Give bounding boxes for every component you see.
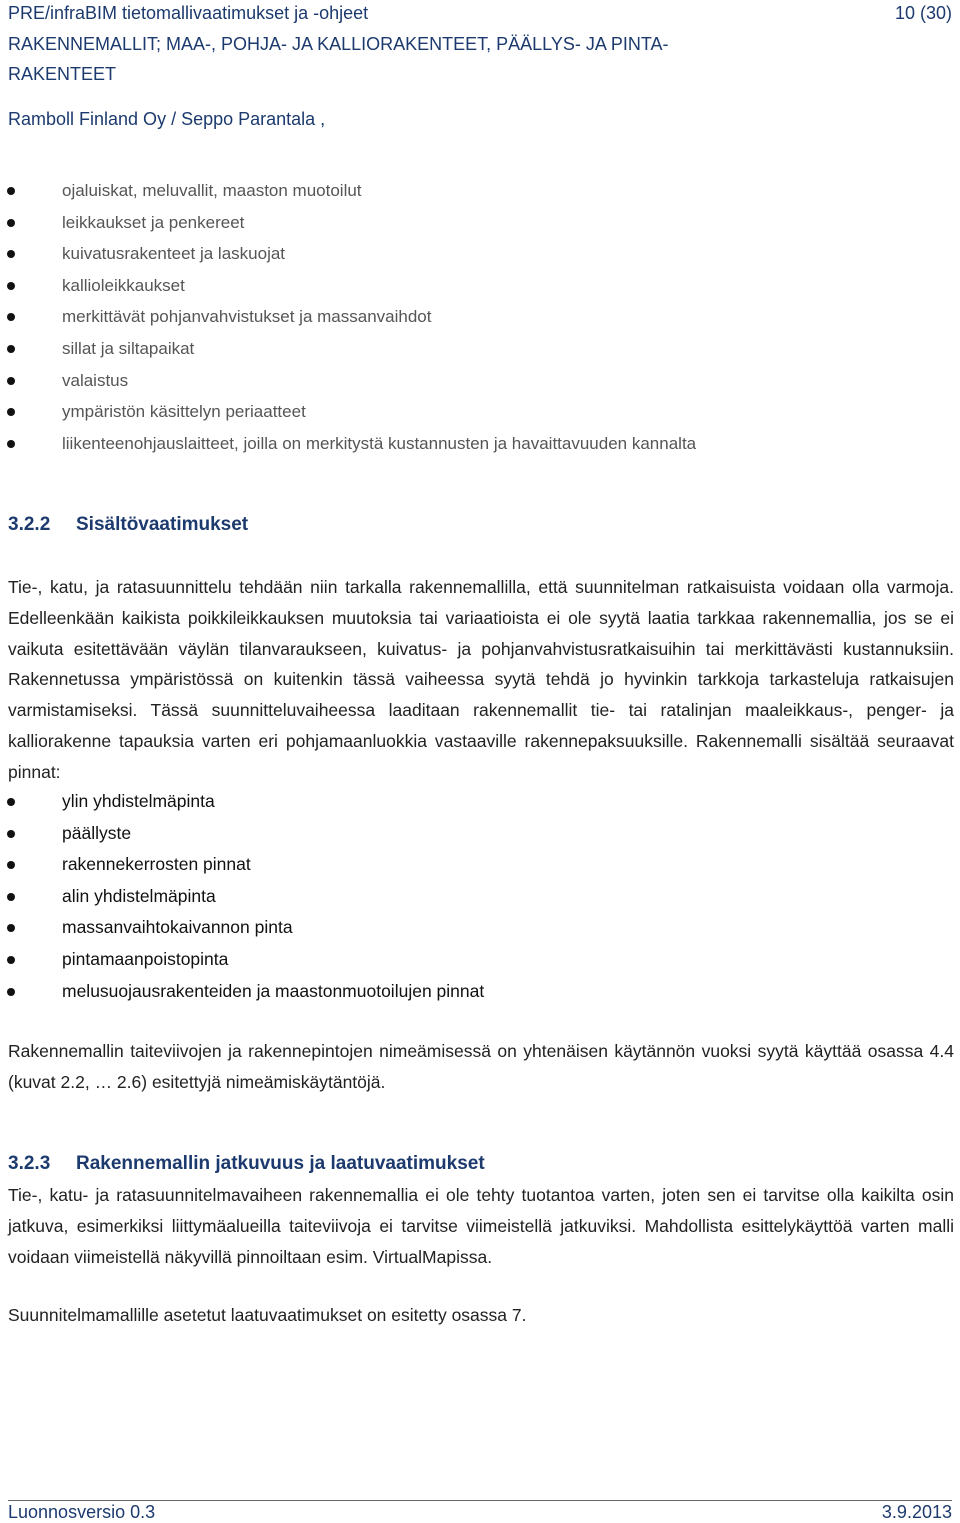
bullet-icon <box>7 250 15 258</box>
list-item: alin yhdistelmäpinta <box>0 881 960 913</box>
bullet-icon <box>7 830 15 838</box>
list-item: massanvaihtokaivannon pinta <box>0 912 960 944</box>
bullet-icon <box>7 187 15 195</box>
bullet-icon <box>7 440 15 448</box>
bullet-icon <box>7 408 15 416</box>
page-number: 10 (30) <box>894 3 952 23</box>
quality-paragraph: Suunnitelmamallille asetetut laatuvaatimukset on esitetty osassa 7. <box>8 1305 527 1325</box>
bullet-icon <box>7 988 15 996</box>
header-subtitle: RAKENNEMALLIT; MAA-, POHJA- JA KALLIORAKENTEET, PÄÄLLYS- JA PINTA- <box>8 34 669 54</box>
list-item: merkittävät pohjanvahvistukset ja massanvaihdot <box>0 301 960 333</box>
footer-version: Luonnosversio 0.3 <box>8 1502 156 1522</box>
footer-divider <box>8 1500 952 1501</box>
list-item: ylin yhdistelmäpinta <box>0 786 960 818</box>
header-author: Ramboll Finland Oy / Seppo Parantala , <box>8 109 326 129</box>
topic-bullet-list <box>0 175 960 459</box>
section-heading-323 <box>8 1152 485 1176</box>
continuity-paragraph: Tie-, katu- ja ratasuunnitelmavaiheen rakennemallia ei ole tehty tuotantoa varten, joten sen ei tarvitse olla kaikilta osin jatkuva, esimerkiksi liittymäalueilla taiteviivoja ei tarvitse viimeistellä jatkuviksi. Mahdollista esittelykäyttöä varten malli voidaan viimeistellä näkyvillä pinnoiltaan esim. VirtualMapissa. <box>8 1185 954 1267</box>
list-item: rakennekerrosten pinnat <box>0 849 960 881</box>
bullet-icon <box>7 893 15 901</box>
bullet-icon <box>7 798 15 806</box>
header-title: PRE/infraBIM tietomallivaatimukset ja -ohjeet <box>8 3 369 23</box>
section-title: Sisältövaatimukset <box>76 514 249 535</box>
naming-paragraph: Rakennemallin taiteviivojen ja rakennepintojen nimeämisessä on yhtenäisen käytännön vuoksi syytä käyttää osassa 4.4 (kuvat 2.2, … 2.6) esitettyjä nimeämiskäytäntöjä. <box>8 1041 954 1092</box>
bullet-icon <box>7 345 15 353</box>
list-item: ympäristön käsittelyn periaatteet <box>0 396 960 428</box>
list-item: kuivatusrakenteet ja laskuojat <box>0 238 960 270</box>
section-number: 3.2.3 <box>8 1153 51 1174</box>
footer-date: 3.9.2013 <box>881 1502 952 1522</box>
section-number: 3.2.2 <box>8 514 51 535</box>
bullet-icon <box>7 313 15 321</box>
content-paragraph: Tie-, katu, ja ratasuunnittelu tehdään niin tarkalla rakennemallilla, että suunnitelman ratkaisuista voidaan olla varmoja. Edelleenkään kaikista poikkileikkauksen muutoksia tai variaatioista ei ole syytä laatia tarkkaa rakennemallia, jos se ei vaikuta esitettävään väylän tilanvaraukseen, kuivatus- ja pohjanvahvistusratkaisuihin tai merkittävästi kustannuksiin. Rakennetussa ympäristössä on kuitenkin tässä vaiheessa syytä tehdä jo hyvinkin tarkkoja tarkasteluja ratkaisujen varmistamiseksi. Tässä suunnitteluvaiheessa laaditaan rakennemallit tie- tai ratalinjan maaleikkaus-, penger- ja kalliorakenne tapauksia varten eri pohjamaanluokkia vastaaville rakennepaksuuksille. Rakennemalli sisältää seuraavat pinnat: <box>8 577 954 782</box>
bullet-icon <box>7 282 15 290</box>
section-heading-322 <box>8 513 248 537</box>
section-title: Rakennemallin jatkuvuus ja laatuvaatimukset <box>76 1153 485 1174</box>
list-item: kallioleikkaukset <box>0 270 960 302</box>
list-item: melusuojausrakenteiden ja maastonmuotoilujen pinnat <box>0 976 960 1008</box>
bullet-icon <box>7 956 15 964</box>
header-subtitle-cont: RAKENTEET <box>8 64 117 84</box>
bullet-icon <box>7 924 15 932</box>
bullet-icon <box>7 219 15 227</box>
bullet-icon <box>7 377 15 385</box>
list-item: liikenteenohjauslaitteet, joilla on merkitystä kustannusten ja havaittavuuden kannalta <box>0 428 960 460</box>
list-item: valaistus <box>0 365 960 397</box>
surface-bullet-list <box>0 786 960 1007</box>
bullet-icon <box>7 861 15 869</box>
list-item: leikkaukset ja penkereet <box>0 207 960 239</box>
list-item: ojaluiskat, meluvallit, maaston muotoilut <box>0 175 960 207</box>
list-item: päällyste <box>0 818 960 850</box>
list-item: sillat ja siltapaikat <box>0 333 960 365</box>
list-item: pintamaanpoistopinta <box>0 944 960 976</box>
